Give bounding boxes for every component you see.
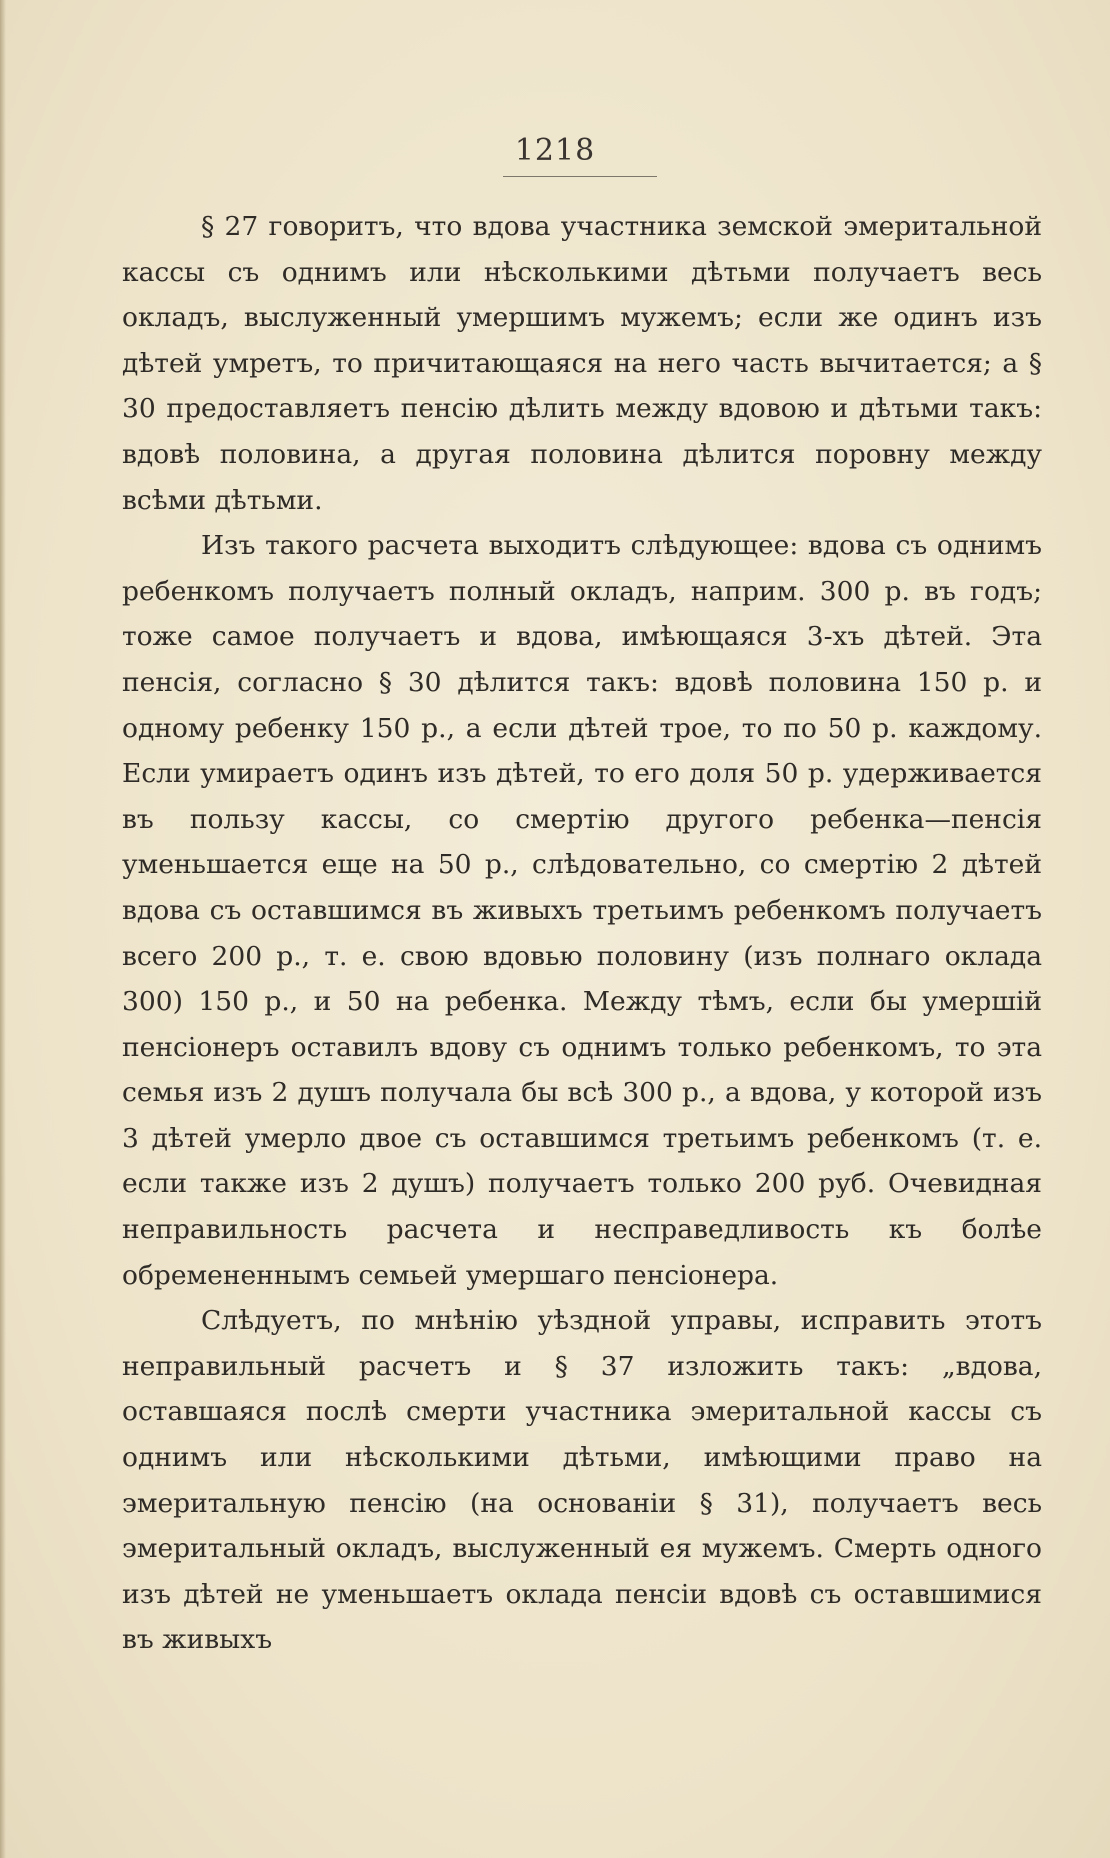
paragraph-1: § 27 говоритъ, что вдова участника земской эмеритальной кассы съ однимъ или нѣсколькими дѣтьми получаетъ весь окладъ, выслуженный умершимъ мужемъ; если же одинъ изъ дѣтей умретъ, то причитающаяся на него часть вычитается; а § 30 предоставляетъ пенсію дѣлить между вдовою и дѣтьми такъ: вдовѣ половина, а другая половина дѣлится поровну между всѣми дѣтьми. bbox=[122, 211, 1042, 516]
paragraph-3: Слѣдуетъ, по мнѣнію уѣздной управы, исправить этотъ неправильный расчетъ и § 37 изложить такъ: „вдова, оставшаяся послѣ смерти участника эмеритальной кассы съ однимъ или нѣсколькими дѣтьми, имѣющими право на эмеритальную пенсію (на основаніи § 31), получаетъ весь эмеритальный окладъ, выслуженный ея мужемъ. Смерть одного изъ дѣтей не уменьшаетъ оклада пенсіи вдовѣ съ оставшимися въ живыхъ bbox=[122, 1305, 1042, 1656]
paragraph-2: Изъ такого расчета выходитъ слѣдующее: вдова съ однимъ ребенкомъ получаетъ полный окладъ, наприм. 300 р. въ годъ; тоже самое получаетъ и вдова, имѣющаяся 3-хъ дѣтей. Эта пенсія, согласно § 30 дѣлится такъ: вдовѣ половина 150 р. и одному ребенку 150 р., а если дѣтей трое, то по 50 р. каждому. Если умираетъ одинъ изъ дѣтей, то его доля 50 р. удерживается въ пользу кассы, со смертію другого ребенка—пенсія уменьшается еще на 50 р., слѣдовательно, со смертію 2 дѣтей вдова съ оставшимся въ живыхъ третьимъ ребенкомъ получаетъ всего 200 р., т. е. свою вдовью половину (изъ полнаго оклада 300) 150 р., и 50 на ребенка. Между тѣмъ, если бы умершій пенсіонеръ оставилъ вдову съ однимъ только ребенкомъ, то эта семья изъ 2 душъ получала бы всѣ 300 р., а вдова, у которой изъ 3 дѣтей умерло двое съ оставшимся третьимъ ребенкомъ (т. е. если также изъ 2 душъ) получаетъ только 200 руб. Очевидная неправильность расчета и несправедливость къ болѣе обремененнымъ семьей умершаго пенсіонера. bbox=[122, 530, 1042, 1291]
body-text bbox=[122, 204, 1042, 1663]
page-number: 1218 bbox=[514, 133, 596, 168]
page-number-rule bbox=[503, 176, 657, 177]
page-edge-shadow bbox=[0, 0, 6, 1858]
